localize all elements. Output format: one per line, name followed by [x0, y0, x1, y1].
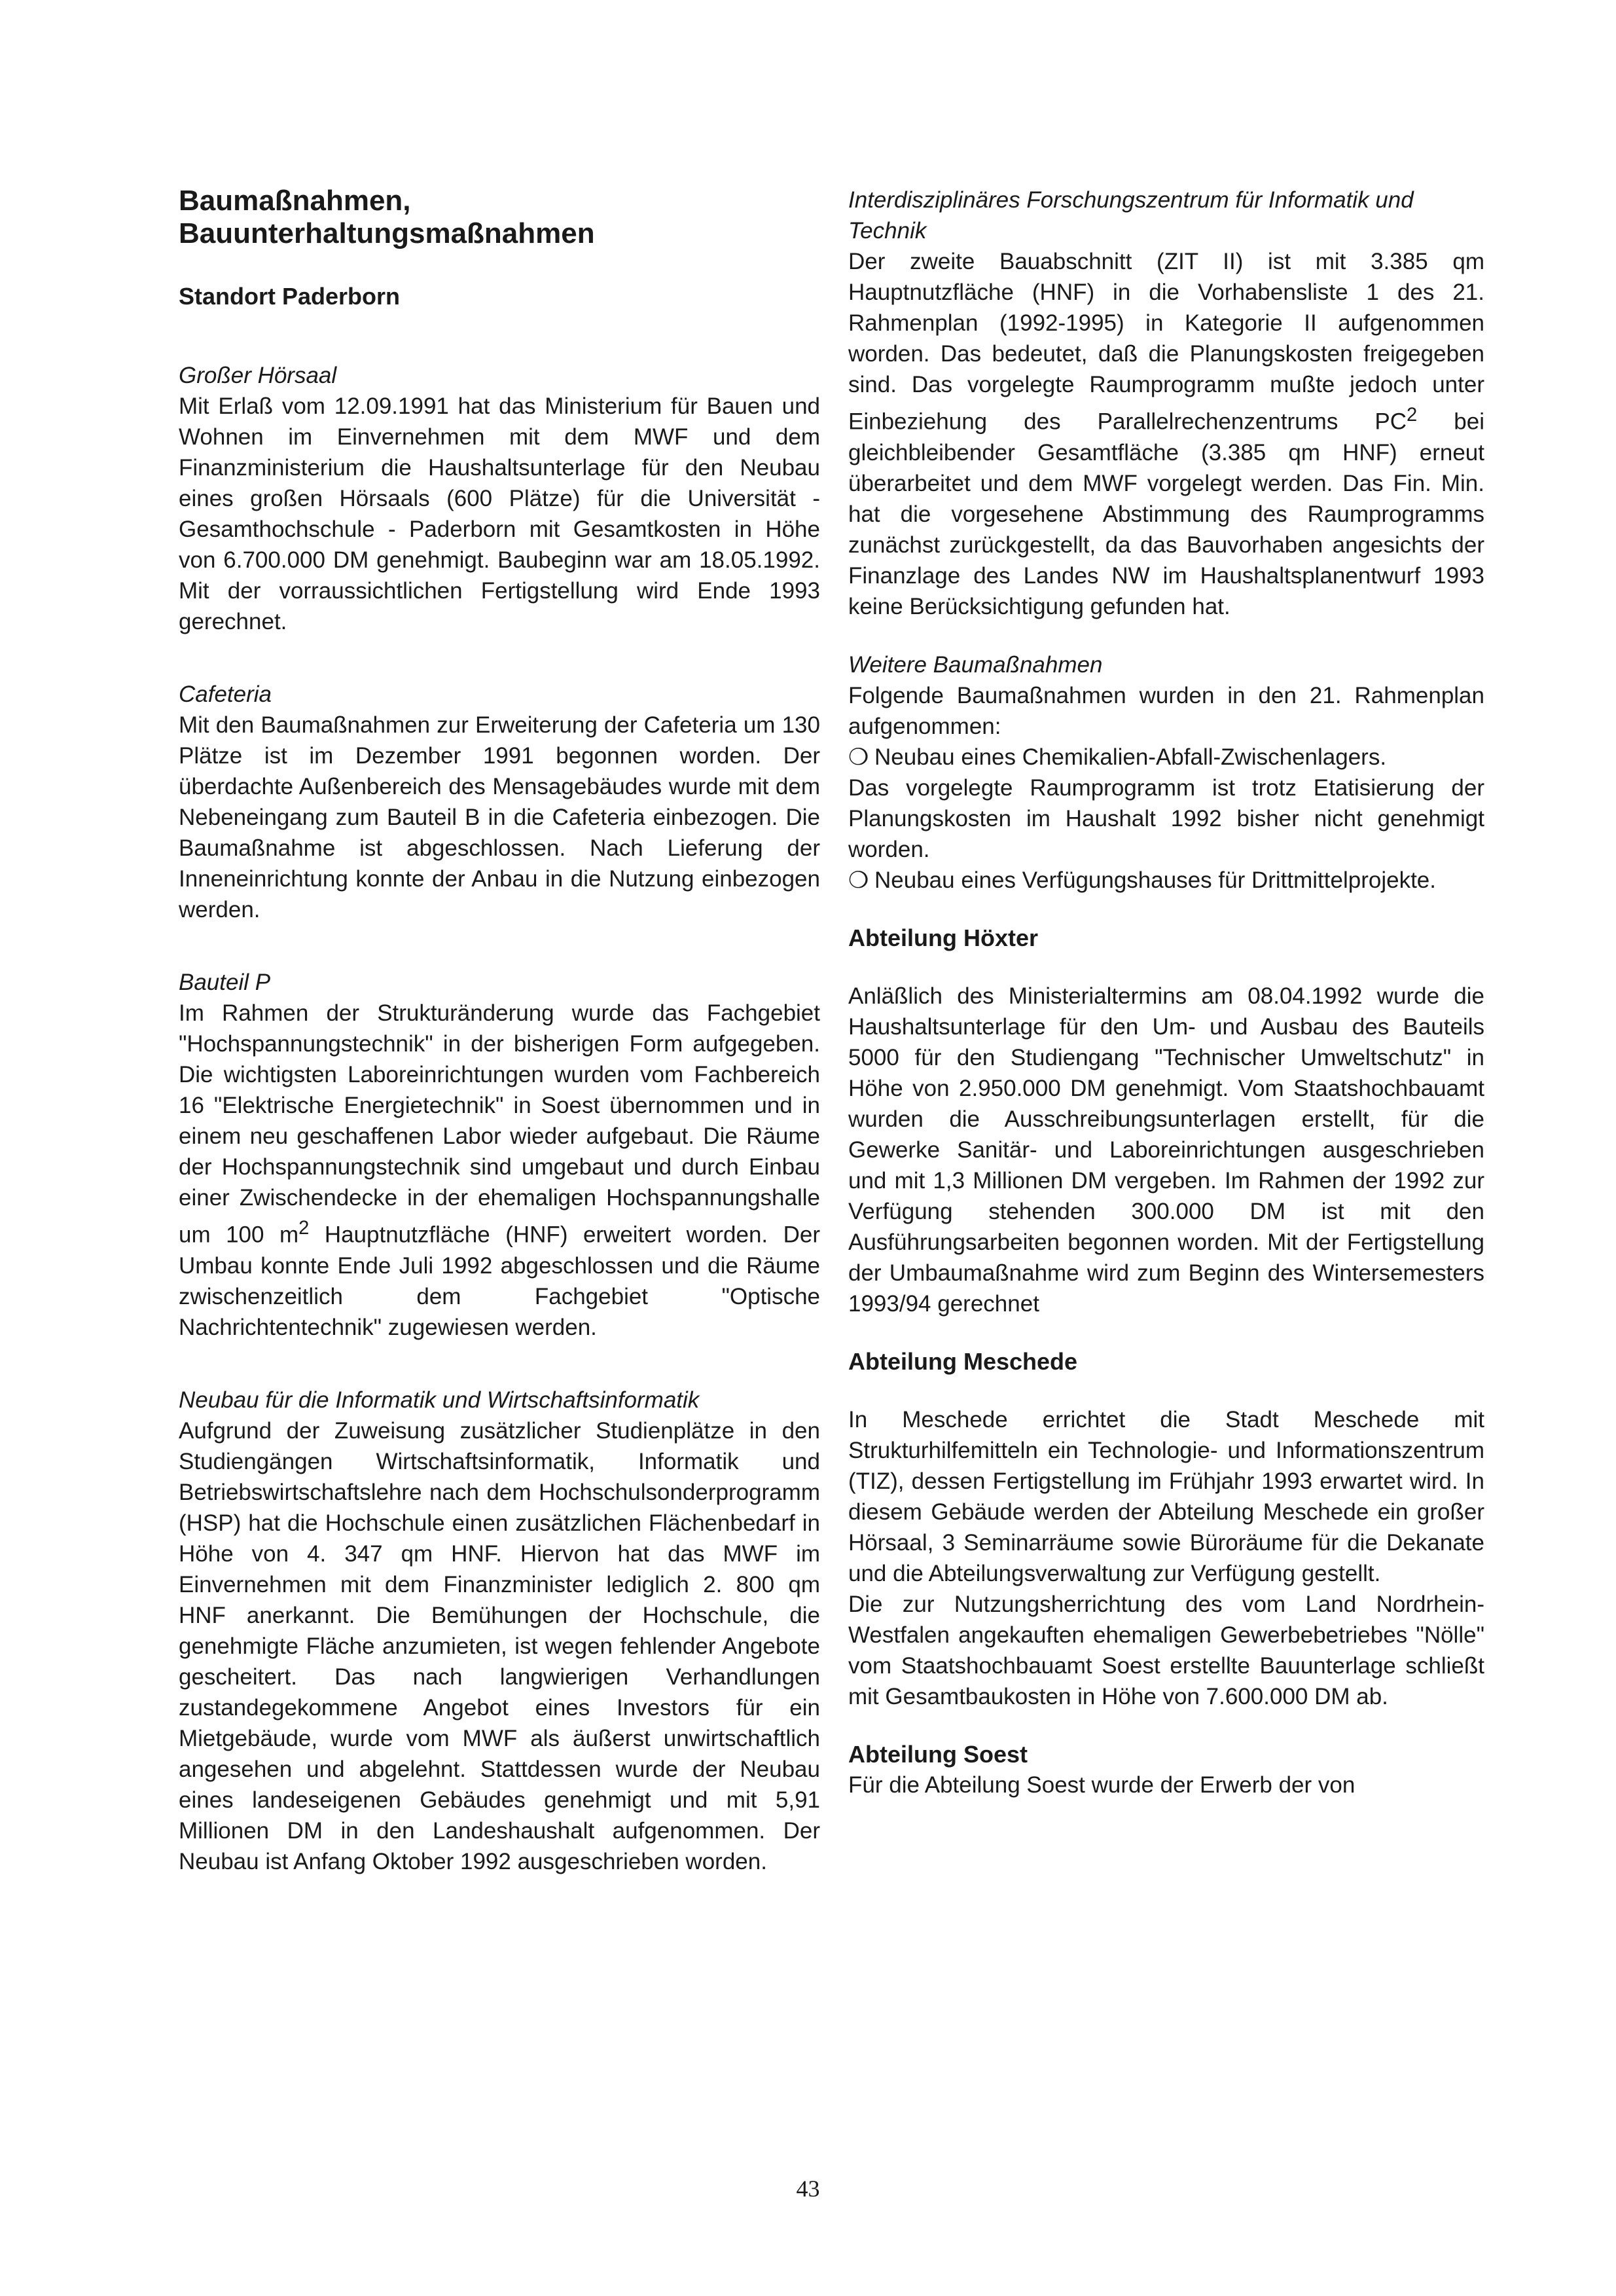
section-bauteil-p: [179, 967, 820, 1343]
section-text: Mit Erlaß vom 12.09.1991 hat das Ministerium für Bauen und Wohnen im Einvernehmen mit dem MWF und dem Finanzministerium die Haushaltsunterlage für den Neubau eines großen Hörsaals (600 Plätze) für die Universität - Gesamthochschule - Paderborn mit Gesamtkosten in Höhe von 6.700.000 DM genehmigt. Baubeginn war am 18.05.1992. Mit der vorraussichtlichen Fertigstellung wird Ende 1993 gerechnet.: [179, 393, 820, 634]
section-heading: Großer Hörsaal: [179, 363, 337, 388]
list-item: ❍ Neubau eines Verfügungshauses für Drittmittelprojekte.: [848, 865, 1484, 896]
section-heading: Neubau für die Informatik und Wirtschaftsinformatik: [179, 1387, 700, 1413]
section-text: In Meschede errichtet die Stadt Meschede mit Strukturhilfemitteln ein Technologie- und Informationszentrum (TIZ), dessen Fertigstellung im Frühjahr 1993 erwartet wird. In diesem Gebäude werden der Abteilung Meschede ein großer Hörsaal, 3 Seminarräume sowie Büroräume für die Dekanate und die Abteilungsverwaltung zur Verfügung gestellt.: [848, 1406, 1484, 1586]
section-text: Mit den Baumaßnahmen zur Erweiterung der Cafeteria um 130 Plätze ist im Dezember 1991 begonnen worden. Der überdachte Außenbereich des Mensagebäudes wurde mit dem Nebeneingang zum Bauteil B in die Cafeteria einbezogen. Die Baumaßnahme ist abgeschlossen. Nach Lieferung der Inneneinrichtung konnte der Anbau in die Nutzung einbezogen werden.: [179, 712, 820, 922]
section-neubau-informatik: [179, 1385, 820, 1877]
circle-bullet-icon: ❍: [848, 867, 869, 893]
section-heading: Abteilung Meschede: [848, 1347, 1078, 1375]
section-heading: Abteilung Soest: [848, 1740, 1028, 1768]
circle-bullet-icon: ❍: [848, 744, 869, 770]
section-heading: Interdisziplinäres Forschungszentrum für Informatik und Technik: [848, 187, 1414, 244]
section-heading: Abteilung Höxter: [848, 924, 1039, 951]
section-heading: Cafeteria: [179, 682, 272, 707]
section-weitere: [848, 649, 1484, 896]
section-soest: [848, 1740, 1484, 1800]
section-hoexter: [848, 923, 1484, 1319]
section-cafeteria: [179, 679, 820, 925]
location-heading: Standort Paderborn: [179, 283, 401, 310]
section-intro: Folgende Baumaßnahmen wurden in den 21. Rahmenplan aufgenommen:: [848, 682, 1484, 739]
right-column: [848, 185, 1484, 1800]
section-text: Der zweite Bauabschnitt (ZIT II) ist mit 3.385 qm Hauptnutzfläche (HNF) in die Vorhabensliste 1 des 21. Rahmenplan (1992-1995) in Kategorie II aufgenommen worden. Das bedeutet, daß die Planungskosten freigegeben sind. Das vorgelegte Raumprogramm mußte jedoch unter Einbeziehung des Parallelrechenzentrums $PC^2$ bei gleichbleibender Gesamtfläche (3.385 qm HNF) erneut überarbeitet und dem MWF vorgelegt werden. Das Fin. Min. hat die vorgesehene Abstimmung des Raumprogramms zunächst zurückgestellt, da das Bauvorhaben angesichts der Finanzlage des Landes NW im Haushaltsplanentwurf 1993 keine Berücksichtigung gefunden hat.: [848, 249, 1484, 619]
section-text: Im Rahmen der Strukturänderung wurde das Fachgebiet "Hochspannungstechnik" in der bisherigen Form aufgegeben. Die wichtigsten Laboreinrichtungen wurden vom Fachbereich 16 "Elektrische Energietechnik" in Soest übernommen und in einem neu geschaffenen Labor wieder aufgebaut. Die Räume der Hochspannungstechnik sind umgebaut und durch Einbau einer Zwischendecke in der ehemaligen Hochspannungshalle um 100 $m^2$ Hauptnutzfläche (HNF) erweitert worden. Der Umbau konnte Ende Juli 1992 abgeschlossen und die Räume zwischenzeitlich dem Fachgebiet "Optische Nachrichtentechnik" zugewiesen werden.: [179, 1000, 821, 1340]
page-title: Baumaßnahmen, Bauunterhaltungsmaßnahmen: [179, 185, 595, 249]
section-text: Anläßlich des Ministerialtermins am 08.04.1992 wurde die Haushaltsunterlage für den Um- und Ausbau des Bauteils 5000 für den Studiengang "Technischer Umweltschutz" in Höhe von 2.950.000 DM genehmigt. Vom Staatshochbauamt wurden die Ausschreibungsunterlagen erstellt, für die Gewerke Sanitär- und Laboreinrichtungen ausgeschrieben und mit 1,3 Millionen DM vergeben. Im Rahmen der 1992 zur Verfügung stehenden 300.000 DM ist mit den Ausführungsarbeiten begonnen worden. Mit der Fertigstellung der Umbaumaßnahme wird zum Beginn des Wintersemesters 1993/94 gerechnet: [848, 983, 1484, 1317]
list-item-note: Das vorgelegte Raumprogramm ist trotz Etatisierung der Planungskosten im Haushalt 1992 bisher nicht genehmigt worden.: [848, 774, 1484, 862]
section-meschede: [848, 1347, 1484, 1712]
section-text: Die zur Nutzungsherrichtung des vom Land Nordrhein-Westfalen angekauften ehemaligen Gewerbebetriebes "Nölle" vom Staatshochbauamt Soest erstellte Bauunterlage schließt mit Gesamtbaukosten in Höhe von 7.600.000 DM ab.: [848, 1591, 1484, 1709]
section-text: Für die Abteilung Soest wurde der Erwerb der von: [848, 1772, 1356, 1798]
section-heading: Weitere Baumaßnahmen: [848, 651, 1103, 678]
page-number: 43: [796, 2176, 820, 2202]
list-item: ❍ Neubau eines Chemikalien-Abfall-Zwischenlagers.: [848, 742, 1484, 773]
section-ziti: [848, 185, 1484, 622]
section-heading: Bauteil P: [179, 970, 271, 995]
section-grosser-hoersaal: [179, 360, 820, 637]
left-column: [179, 185, 820, 1877]
section-text: Aufgrund der Zuweisung zusätzlicher Studienplätze in den Studiengängen Wirtschaftsinformatik, Informatik und Betriebswirtschaftslehre nach dem Hochschulsonderprogramm (HSP) hat die Hochschule einen zusätzlichen Flächenbedarf in Höhe von 4. 347 qm HNF. Hiervon hat das MWF im Einvernehmen mit dem Finanzminister lediglich 2. 800 qm HNF anerkannt. Die Bemühungen der Hochschule, die genehmigte Fläche anzumieten, ist wegen fehlender Angebote gescheitert. Das nach langwierigen Verhandlungen zustandegekommene Angebot eines Investors für ein Mietgebäude, wurde vom MWF als äußerst unwirtschaftlich angesehen und abgelehnt. Stattdessen wurde der Neubau eines landeseigenen Gebäudes genehmigt und mit 5,91 Millionen DM in den Landeshaushalt aufgenommen. Der Neubau ist Anfang Oktober 1992 ausgeschrieben worden.: [179, 1417, 820, 1874]
